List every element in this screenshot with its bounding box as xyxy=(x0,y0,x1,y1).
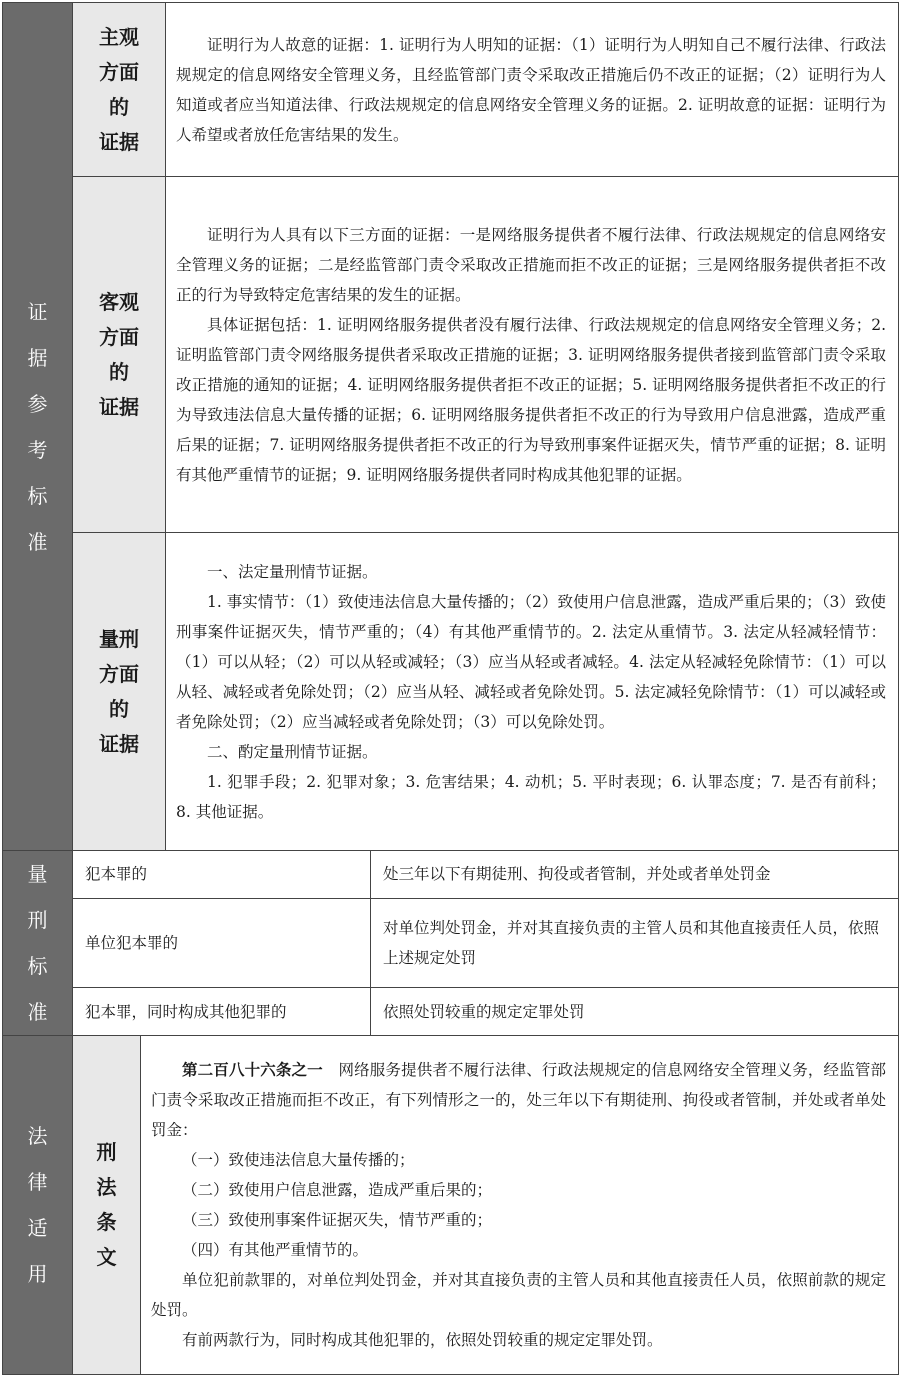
article-paragraph xyxy=(151,1055,886,1145)
article-title: 第二百八十六条之一 xyxy=(182,1061,323,1079)
section-evidence-standard: 证 据 参 考 标 准 xyxy=(3,3,73,851)
article-intro: 网络服务提供者不履行法律、行政法规规定的信息网络安全管理义务，经监管部门责令采取改正措施而拒不改正，有下列情形之一的，处三年以下有期徒刑、拘役或者管制，并处或者单处罚金： xyxy=(151,1061,887,1139)
subjective-content: 证明行为人故意的证据：1. 证明行为人明知的证据：（1）证明行为人明知自己不履行法律、行政法规规定的信息网络安全管理义务，且经监管部门责令采取改正措施后仍不改正的证据；（2）证明行为人知道或者应当知道法律、行政法规规定的信息网络安全管理义务的证据。2. 证明故意的证据：证明行为人希望或者放任危害结果的发生。 xyxy=(166,3,899,177)
law-row xyxy=(3,1036,899,1375)
standard-label: 单位犯本罪的 xyxy=(73,898,371,987)
standard-value: 处三年以下有期徒刑、拘役或者管制，并处或者单处罚金 xyxy=(371,851,899,899)
standard-row xyxy=(3,988,899,1036)
sentencing-row xyxy=(3,533,899,851)
evidence-table xyxy=(2,2,899,1375)
subjective-row xyxy=(3,3,899,177)
section-sentencing-standard: 量 刑 标 准 xyxy=(3,851,73,1036)
standard-value: 对单位判处罚金，并对其直接负责的主管人员和其他直接责任人员，依照上述规定处罚 xyxy=(371,898,899,987)
section-law-application: 法 律 适 用 xyxy=(3,1036,73,1375)
sentencing-label: 量刑 方面 的 证据 xyxy=(73,533,166,851)
standard-row xyxy=(3,851,899,899)
objective-content: 证明行为人具有以下三方面的证据：一是网络服务提供者不履行法律、行政法规规定的信息网络安全管理义务的证据；二是经监管部门责令采取改正措施而拒不改正的证据；三是网络服务提供者拒不改正的行为导致特定危害结果的发生的证据。 具体证据包括：1. 证明网络服务提供者没有履行法律、行政法规规定的信息网络安全管理义务；2. 证明监管部门责令网络服务提供者采取改正措施的证据；3. 证明网络服务提供者接到监管部门责令采取改正措施的通知的证据；4. 证明网络服务提供者拒不改正的证据；5. 证明网络服务提供者拒不改正的行为导致违法信息大量传播的证据；6. 证明网络服务提供者拒不改正的行为导致用户信息泄露，造成严重后果的证据；7. 证明网络服务提供者拒不改正的行为导致刑事案件证据灭失，情节严重的证据；8. 证明有其他严重情节的证据；9. 证明网络服务提供者同时构成其他犯罪的证据。 xyxy=(166,177,899,533)
law-content: 第二百八十六条之一 网络服务提供者不履行法律、行政法规规定的信息网络安全管理义务，经监管部门责令采取改正措施而拒不改正，有下列情形之一的，处三年以下有期徒刑、拘役或者管制，并处或者单处罚金： （一）致使违法信息大量传播的； （二）致使用户信息泄露，造成严重后果的； （三）致使刑事案件证据灭失，情节严重的； （四）有其他严重情节的。 单位犯前款罪的，对单位判处罚金，并对其直接负责的主管人员和其他直接责任人员，依照前款的规定处罚。 有前两款行为，同时构成其他犯罪的，依照处罚较重的规定定罪处罚。 xyxy=(141,1036,899,1375)
objective-label: 客观 方面 的 证据 xyxy=(73,177,166,533)
standard-label: 犯本罪的 xyxy=(73,851,371,899)
standard-row xyxy=(3,898,899,987)
criminal-law-label: 刑 法 条 文 xyxy=(73,1036,141,1375)
subjective-label: 主观 方面 的 证据 xyxy=(73,3,166,177)
standard-value: 依照处罚较重的规定定罪处罚 xyxy=(371,988,899,1036)
standard-label: 犯本罪，同时构成其他犯罪的 xyxy=(73,988,371,1036)
sentencing-content: 一、法定量刑情节证据。 1. 事实情节：（1）致使违法信息大量传播的；（2）致使用户信息泄露，造成严重后果的；（3）致使刑事案件证据灭失，情节严重的；（4）有其他严重情节的。2. 法定从重情节。3. 法定从轻减轻情节：（1）可以从轻；（2）可以从轻或减轻；（3）应当从轻或者减轻。4. 法定从轻减轻免除情节：（1）可以从轻、减轻或者免除处罚；（2）应当从轻、减轻或者免除处罚。5. 法定减轻免除情节：（1）可以减轻或者免除处罚；（2）应当减轻或者免除处罚；（3）可以免除处罚。 二、酌定量刑情节证据。 1. 犯罪手段；2. 犯罪对象；3. 危害结果；4. 动机；5. 平时表现；6. 认罪态度；7. 是否有前科；8. 其他证据。 xyxy=(166,533,899,851)
objective-row xyxy=(3,177,899,533)
